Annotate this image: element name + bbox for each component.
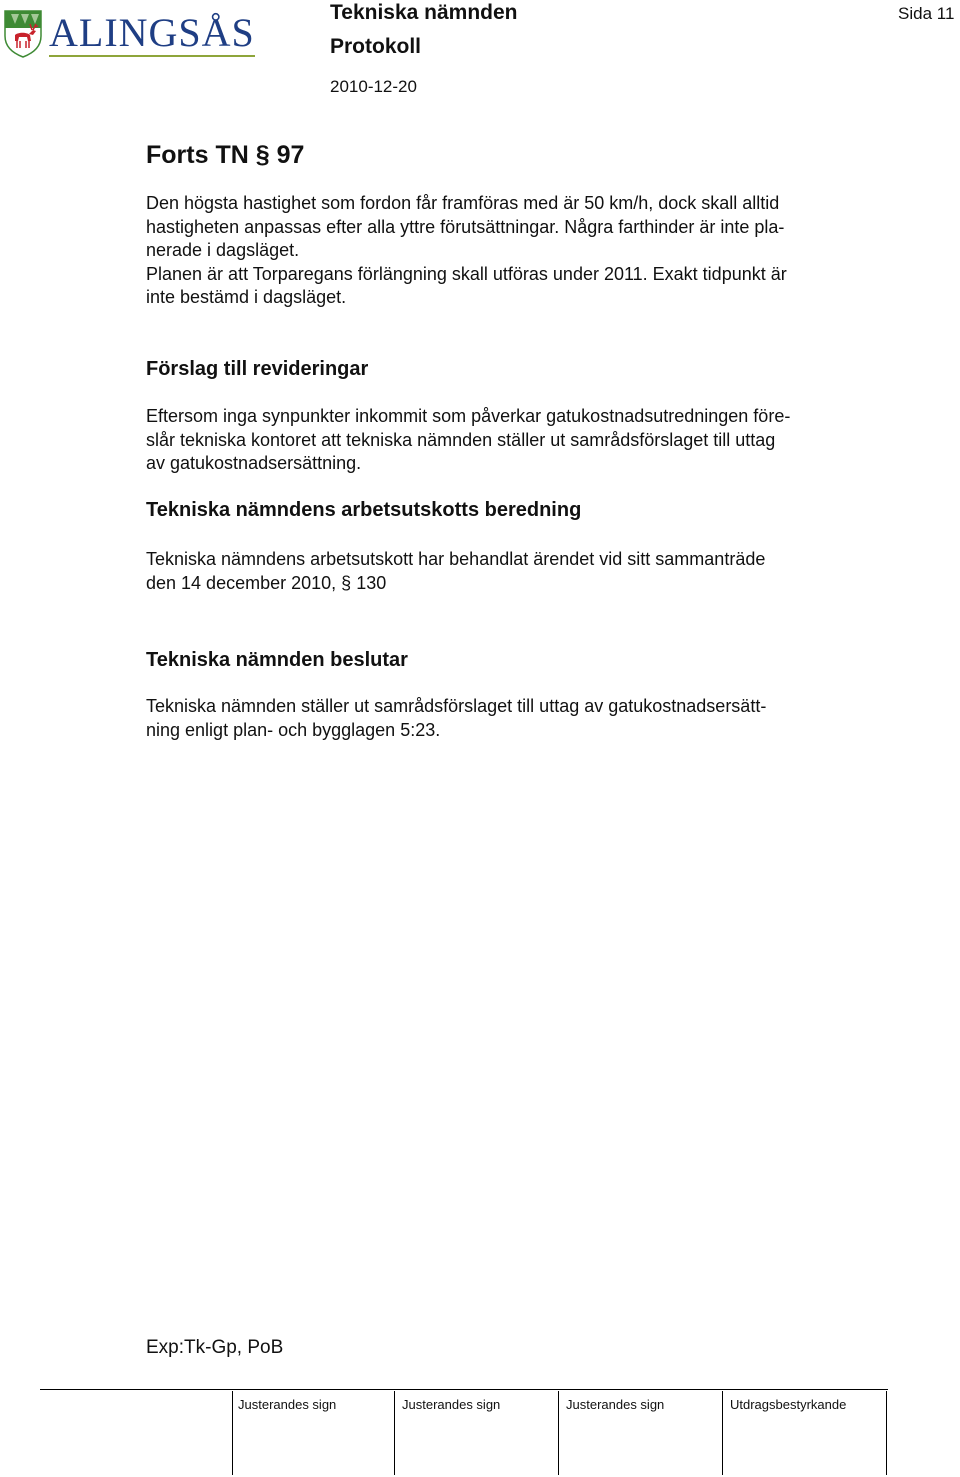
paragraph-line: Den högsta hastighet som fordon får framföras med är 50 km/h, dock skall alltid [146,193,780,213]
proposal-paragraph [146,405,926,476]
paragraph-line: inte bestämd i dagsläget. [146,287,347,307]
heading-prefix: Forts TN [146,141,249,169]
coat-of-arms-icon [3,8,43,58]
logo-wordmark: ALINGSÅS [49,10,255,55]
paragraph-line: slår tekniska kontoret att tekniska nämnden ställer ut samrådsförslaget till uttag [146,429,776,450]
page-number: Sida 11 [898,4,955,23]
footer-divider [886,1391,887,1475]
paragraph-line [146,572,926,596]
footer-divider [558,1391,559,1475]
page-heading [146,140,304,170]
municipality-logo [3,8,255,58]
paragraph-line: Tekniska nämnden ställer ut samrådsförslaget till uttag av gatukostnadsersätt- [146,696,767,716]
footer-divider [394,1391,395,1475]
section-symbol: § [341,572,352,593]
certification-label: Utdragsbestyrkande [730,1397,847,1412]
document-date: 2010-12-20 [330,77,417,96]
signature-label: Justerandes sign [402,1397,501,1412]
section-heading-decision: Tekniska nämnden beslutar [146,649,408,671]
intro-paragraph [146,192,926,310]
paragraph-line: nerade i dagsläget. [146,240,300,260]
logo-underline [49,55,255,57]
paragraph-line: hastigheten anpassas efter alla yttre förutsättningar. Några farthinder är inte pla- [146,216,785,237]
paragraph-line-prefix: den 14 december 2010, [146,572,337,593]
paragraph-line: Planen är att Torparegans förlängning skall utföras under 2011. Exakt tidpunkt är [146,263,787,284]
expedition-note: Exp:Tk-Gp, PoB [146,1337,284,1358]
section-symbol: § [255,141,270,169]
footer-divider [232,1391,233,1475]
section-heading-committee: Tekniska nämndens arbetsutskotts beredning [146,499,582,521]
footer-divider [722,1391,723,1475]
paragraph-line: Eftersom inga synpunkter inkommit som påverkar gatukostnadsutredningen före- [146,406,791,426]
signature-label: Justerandes sign [566,1397,665,1412]
heading-number: 97 [276,141,305,169]
committee-paragraph [146,548,926,595]
decision-paragraph [146,695,926,742]
signature-label: Justerandes sign [238,1397,337,1412]
footer-rule [40,1389,888,1390]
section-heading-proposal: Förslag till revideringar [146,358,369,380]
paragraph-line: ning enligt plan- och bygglagen 5:23. [146,719,441,740]
document-type: Protokoll [330,35,422,58]
paragraph-reference: 130 [356,572,387,593]
paragraph-line: av gatukostnadsersättning. [146,453,362,473]
paragraph-line: Tekniska nämndens arbetsutskott har behandlat ärendet vid sitt sammanträde [146,549,766,569]
document-title: Tekniska nämnden [330,1,518,24]
